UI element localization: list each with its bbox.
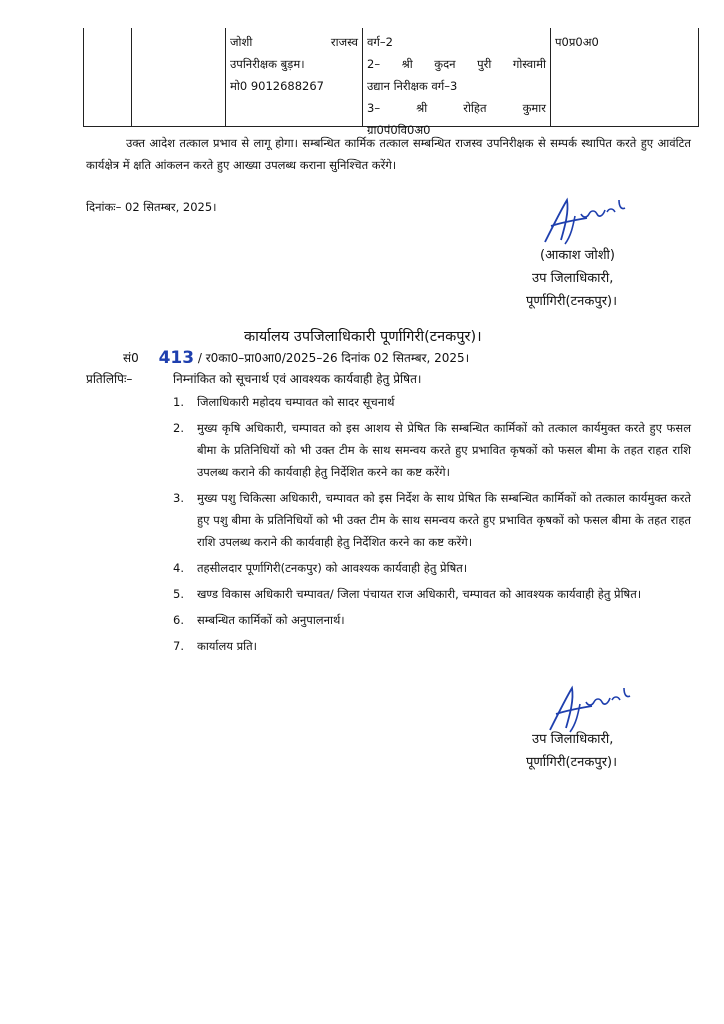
list-item: 6. सम्बन्धित कार्मिकों को अनुपालनार्थ। bbox=[173, 613, 345, 627]
reference-number: 413 bbox=[158, 348, 195, 368]
copy-label: प्रतिलिपिः– bbox=[86, 372, 133, 386]
signature-image bbox=[535, 196, 635, 248]
reference-suffix: / र0का0–प्रा0आ0/2025–26 दिनांक 02 सितम्बर, 2025। bbox=[197, 351, 470, 365]
signatory-designation: उप जिलाधिकारी, bbox=[532, 732, 614, 747]
table-cell-area bbox=[132, 28, 226, 126]
table-cell-serial bbox=[84, 28, 132, 126]
cell-text: जोशी bbox=[230, 35, 253, 49]
list-item: 1. जिलाधिकारी महोदय चम्पावत को सादर सूचनार्थ bbox=[173, 395, 395, 409]
signature-block-2 bbox=[526, 728, 618, 774]
reference-prefix: सं0 bbox=[123, 351, 139, 365]
table-cell-remarks bbox=[551, 28, 698, 126]
cell-text: मो0 9012688267 bbox=[230, 79, 324, 93]
list-item: 3. मुख्य पशु चिकित्सा अधिकारी, चम्पावत को इस निर्देश के साथ प्रेषित कि सम्बन्धित कार्मिकों को तत्काल कार्यमुक्त करते हुए पशु बीमा के प्रतिनिधियों को भी उक्त टीम के साथ समन्वय करते हुए प्रभावित कृषकों को फसल बीमा के तहत राहत राशि उपलब्ध कराने की कार्यवाही हेतु निर्देशित करने का कष्ट करेंगे। bbox=[173, 491, 691, 549]
list-item: 2. मुख्य कृषि अधिकारी, चम्पावत को इस आशय से प्रेषित कि सम्बन्धित कार्मिकों को तत्काल कार्यमुक्त करते हुए फसल बीमा के प्रतिनिधियों को भी उक्त टीम के साथ समन्वय करते हुए प्रभावित कृषकों को फसल बीमा के तहत राहत राशि उपलब्ध कराने की कार्यवाही हेतु निर्देशित करने का कष्ट करेंगे। bbox=[173, 421, 691, 479]
cell-text: 2– श्री कुदन पुरी गोस्वामी bbox=[367, 57, 546, 71]
cell-text: उपनिरीक्षक बुड़म। bbox=[230, 57, 305, 71]
copy-intro: निम्नांकित को सूचनार्थ एवं आवश्यक कार्यवाही हेतु प्रेषित। bbox=[173, 372, 422, 386]
list-item: 4. तहसीलदार पूर्णागिरी(टनकपुर) को आवश्यक कार्यवाही हेतु प्रेषित। bbox=[173, 561, 468, 575]
cell-text: वर्ग–2 bbox=[367, 35, 393, 49]
list-item: 5. खण्ड विकास अधिकारी चम्पावत/ जिला पंचायत राज अधिकारी, चम्पावत को आवश्यक कार्यवाही हेतु प्रेषित। bbox=[173, 587, 642, 601]
allocation-table-row bbox=[83, 28, 699, 137]
signatory-office: पूर्णागिरी(टनकपुर)। bbox=[526, 755, 618, 770]
cell-text: राजस्व bbox=[330, 35, 358, 49]
signatory-designation: उप जिलाधिकारी, bbox=[532, 271, 614, 286]
order-paragraph: उक्त आदेश तत्काल प्रभाव से लागू होगा। सम्बन्धित कार्मिक तत्काल सम्बन्धित राजस्व उपनिरीक्षक से सम्पर्क स्थापित करते हुए आवंटित कार्यक्षेत्र में क्षति आंकलन करते हुए आख्या उपलब्ध कराना सुनिश्चित करेंगे। bbox=[86, 136, 691, 172]
signature-block-1 bbox=[526, 244, 618, 313]
cell-text: 3– श्री रोहित कुमार bbox=[367, 101, 546, 115]
cell-text: प0प्र0अ0 bbox=[555, 35, 599, 49]
table-cell-team-members bbox=[363, 28, 551, 137]
cell-text: ग्रा0पं0वि0अ0 bbox=[367, 123, 431, 137]
signatory-name: (आकाश जोशी) bbox=[540, 248, 615, 263]
office-title: कार्यालय उपजिलाधिकारी पूर्णागिरी(टनकपुर)। bbox=[244, 329, 482, 345]
list-item: 7. कार्यालय प्रति। bbox=[173, 639, 258, 653]
order-date: दिनांकः– 02 सितम्बर, 2025। bbox=[86, 200, 217, 214]
cell-text: उद्यान निरीक्षक वर्ग–3 bbox=[367, 79, 458, 93]
copy-recipient-list bbox=[173, 391, 691, 661]
signatory-office: पूर्णागिरी(टनकपुर)। bbox=[526, 294, 618, 309]
table-cell-revenue-inspector bbox=[226, 28, 363, 126]
reference-line bbox=[123, 348, 469, 368]
